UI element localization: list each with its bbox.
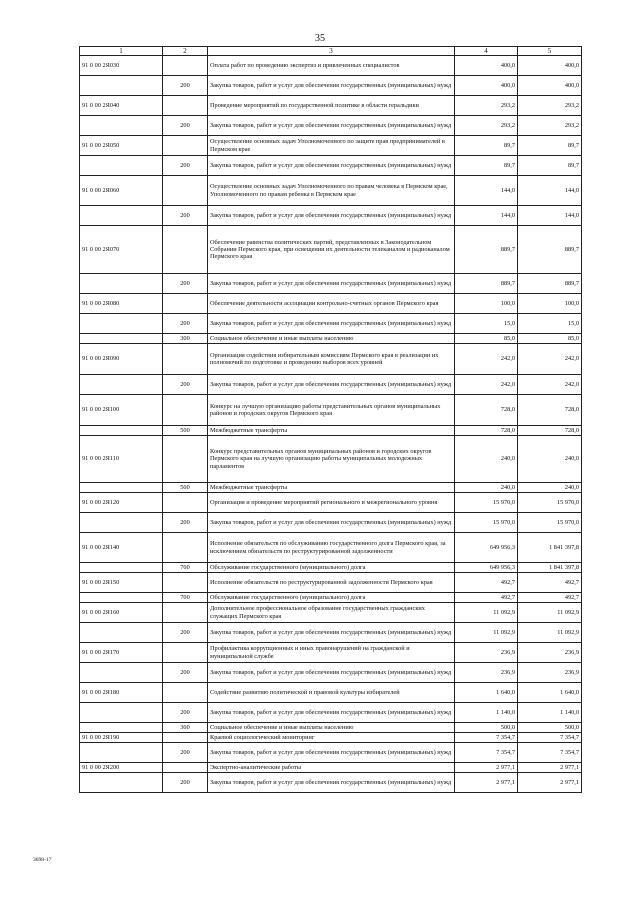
table-row [80,436,582,483]
budget-table [79,46,582,793]
row-value-col5-cell: 400,0 [518,56,582,76]
row-value-col5-cell: 240,0 [518,483,582,493]
row-name-cell: Обеспечение деятельности ассоциации контрольно-счетных органов Пермского края [208,294,455,314]
row-name-cell: Осуществление основных задач Уполномоченного по правам человека в Пермском крае, Уполномоченного по правам ребенка в Пермском крае [208,176,455,206]
table-row [80,623,582,643]
row-value-col5-cell: 1 841 397,8 [518,533,582,563]
page-number: 35 [315,33,325,44]
row-value-col5-cell: 1 640,0 [518,683,582,703]
row-name-cell: Организация и проведение мероприятий регионального и межрегионального уровня [208,493,455,513]
row-value-col5-cell: 728,0 [518,395,582,426]
row-value-col4-cell: 500,0 [455,723,518,733]
row-expense-type-cell: 300 [163,334,208,344]
row-code-cell: 91 0 00 2Я200 [80,763,163,773]
row-expense-type-cell [163,533,208,563]
row-value-col5-cell: 2 977,1 [518,773,582,793]
row-value-col4-cell: 649 956,3 [455,533,518,563]
header-cell-5: 5 [518,47,582,56]
table-row [80,76,582,96]
header-cell-3: 3 [208,47,455,56]
table-row [80,743,582,763]
row-value-col4-cell: 2 977,1 [455,773,518,793]
row-name-cell: Содействие развитию политической и правовой культуры избирателей [208,683,455,703]
row-name-cell: Межбюджетные трансферты [208,426,455,436]
row-code-cell [80,743,163,763]
row-value-col4-cell: 400,0 [455,56,518,76]
row-value-col5-cell: 144,0 [518,206,582,226]
row-value-col4-cell: 728,0 [455,395,518,426]
table-row [80,773,582,793]
table-row [80,375,582,395]
row-name-cell: Социальное обеспечение и иные выплаты населению [208,334,455,344]
row-expense-type-cell: 700 [163,563,208,573]
row-expense-type-cell: 200 [163,623,208,643]
row-value-col4-cell: 1 640,0 [455,683,518,703]
row-name-cell: Экспертно-аналитические работы [208,763,455,773]
table-row [80,513,582,533]
table-row [80,274,582,294]
row-name-cell: Организация содействия избирательным комиссиям Пермского края в реализации их полномочий по подготовке и проведению выборов всех уровней [208,344,455,375]
row-value-col5-cell: 85,0 [518,334,582,344]
row-expense-type-cell [163,344,208,375]
row-name-cell: Закупка товаров, работ и услуг для обеспечения государственных (муниципальных) нужд [208,623,455,643]
row-code-cell: 91 0 00 2Я070 [80,226,163,274]
row-code-cell [80,663,163,683]
row-name-cell: Закупка товаров, работ и услуг для обеспечения государственных (муниципальных) нужд [208,513,455,533]
row-value-col5-cell: 293,2 [518,116,582,136]
row-name-cell: Закупка товаров, работ и услуг для обеспечения государственных (муниципальных) нужд [208,76,455,96]
row-expense-type-cell: 200 [163,703,208,723]
table-row [80,334,582,344]
row-value-col4-cell: 236,9 [455,643,518,663]
row-value-col4-cell: 293,2 [455,116,518,136]
row-code-cell [80,483,163,493]
row-value-col5-cell: 100,0 [518,294,582,314]
row-code-cell: 91 0 00 2Я180 [80,683,163,703]
row-expense-type-cell [163,226,208,274]
row-code-cell [80,773,163,793]
table-row [80,573,582,593]
row-code-cell [80,116,163,136]
table-row [80,603,582,623]
row-name-cell: Закупка товаров, работ и услуг для обеспечения государственных (муниципальных) нужд [208,116,455,136]
row-code-cell: 91 0 00 2Я090 [80,344,163,375]
row-value-col5-cell: 11 092,9 [518,603,582,623]
table-row [80,395,582,426]
table-row [80,426,582,436]
row-code-cell [80,334,163,344]
row-code-cell [80,156,163,176]
header-cell-2: 2 [163,47,208,56]
row-name-cell: Исполнение обязательств по обслуживанию государственного долга Пермского края, за исключением обязательств по реструктурированной задолженности [208,533,455,563]
table-row [80,763,582,773]
header-cell-4: 4 [455,47,518,56]
table-row [80,96,582,116]
row-value-col5-cell: 7 354,7 [518,733,582,743]
row-expense-type-cell [163,683,208,703]
row-code-cell: 91 0 00 2Я050 [80,136,163,156]
table-row [80,483,582,493]
row-name-cell: Закупка товаров, работ и услуг для обеспечения государственных (муниципальных) нужд [208,314,455,334]
row-expense-type-cell: 200 [163,76,208,96]
row-code-cell: 91 0 00 2Я110 [80,436,163,483]
row-value-col5-cell: 728,0 [518,426,582,436]
row-value-col5-cell: 293,2 [518,96,582,116]
row-code-cell [80,426,163,436]
row-name-cell: Обслуживание государственного (муниципального) долга [208,593,455,603]
row-value-col4-cell: 242,0 [455,375,518,395]
row-code-cell [80,206,163,226]
row-value-col4-cell: 889,7 [455,226,518,274]
row-value-col4-cell: 100,0 [455,294,518,314]
row-code-cell [80,76,163,96]
row-value-col5-cell: 492,7 [518,593,582,603]
row-name-cell: Осуществление основных задач Уполномоченного по защите прав предпринимателей в Пермском крае [208,136,455,156]
row-expense-type-cell [163,763,208,773]
table-row [80,56,582,76]
row-value-col4-cell: 400,0 [455,76,518,96]
table-row [80,206,582,226]
row-value-col5-cell: 89,7 [518,156,582,176]
row-value-col5-cell: 400,0 [518,76,582,96]
row-value-col4-cell: 492,7 [455,573,518,593]
row-value-col5-cell: 15,0 [518,314,582,334]
row-value-col4-cell: 7 354,7 [455,733,518,743]
row-code-cell [80,513,163,533]
row-expense-type-cell: 200 [163,116,208,136]
table-row [80,663,582,683]
row-expense-type-cell [163,136,208,156]
table-row [80,344,582,375]
table-row [80,643,582,663]
row-value-col5-cell: 492,7 [518,573,582,593]
table-row [80,156,582,176]
table-row [80,294,582,314]
row-value-col5-cell: 889,7 [518,274,582,294]
row-value-col4-cell: 293,2 [455,96,518,116]
row-code-cell: 91 0 00 2Я080 [80,294,163,314]
row-code-cell: 91 0 00 2Я120 [80,493,163,513]
row-expense-type-cell [163,603,208,623]
row-expense-type-cell: 200 [163,206,208,226]
row-value-col5-cell: 15 970,0 [518,493,582,513]
row-expense-type-cell [163,96,208,116]
row-expense-type-cell [163,573,208,593]
row-expense-type-cell [163,643,208,663]
table-row [80,176,582,206]
row-expense-type-cell: 200 [163,156,208,176]
row-code-cell [80,314,163,334]
row-expense-type-cell [163,733,208,743]
row-value-col4-cell: 240,0 [455,436,518,483]
row-name-cell: Проведение мероприятий по государственной политике в области геральдики [208,96,455,116]
row-expense-type-cell [163,294,208,314]
row-code-cell [80,274,163,294]
row-expense-type-cell: 200 [163,743,208,763]
table-row [80,593,582,603]
row-code-cell: 91 0 00 2Я190 [80,733,163,743]
row-expense-type-cell: 200 [163,513,208,533]
row-code-cell: 91 0 00 2Я140 [80,533,163,563]
row-value-col5-cell: 15 970,0 [518,513,582,533]
row-code-cell: 91 0 00 2Я060 [80,176,163,206]
row-value-col5-cell: 236,9 [518,643,582,663]
row-name-cell: Краевой социологический мониторинг [208,733,455,743]
row-value-col4-cell: 242,0 [455,344,518,375]
row-value-col4-cell: 89,7 [455,136,518,156]
row-value-col5-cell: 242,0 [518,344,582,375]
row-value-col4-cell: 11 092,9 [455,603,518,623]
row-value-col5-cell: 7 354,7 [518,743,582,763]
row-value-col4-cell: 7 354,7 [455,743,518,763]
row-name-cell: Закупка товаров, работ и услуг для обеспечения государственных (муниципальных) нужд [208,773,455,793]
row-value-col4-cell: 144,0 [455,206,518,226]
row-expense-type-cell: 200 [163,773,208,793]
row-name-cell: Профилактика коррупционных и иных правонарушений на гражданской и муниципальной службе [208,643,455,663]
row-code-cell: 91 0 00 2Я170 [80,643,163,663]
header-cell-1: 1 [80,47,163,56]
row-code-cell [80,703,163,723]
table-row [80,493,582,513]
row-expense-type-cell: 500 [163,483,208,493]
row-value-col4-cell: 889,7 [455,274,518,294]
row-name-cell: Закупка товаров, работ и услуг для обеспечения государственных (муниципальных) нужд [208,375,455,395]
table-row [80,563,582,573]
row-code-cell: 91 0 00 2Я040 [80,96,163,116]
row-value-col4-cell: 11 092,9 [455,623,518,643]
row-value-col4-cell: 649 956,3 [455,563,518,573]
table-row [80,683,582,703]
row-code-cell: 91 0 00 2Я150 [80,573,163,593]
row-expense-type-cell: 300 [163,723,208,733]
row-code-cell [80,375,163,395]
row-expense-type-cell [163,436,208,483]
row-name-cell: Социальное обеспечение и иные выплаты населению [208,723,455,733]
row-value-col5-cell: 242,0 [518,375,582,395]
table-row [80,733,582,743]
table-row [80,226,582,274]
row-code-cell [80,723,163,733]
row-value-col5-cell: 1 140,0 [518,703,582,723]
row-value-col5-cell: 236,9 [518,663,582,683]
row-name-cell: Межбюджетные трансферты [208,483,455,493]
row-expense-type-cell: 500 [163,426,208,436]
row-code-cell [80,623,163,643]
row-value-col4-cell: 15 970,0 [455,513,518,533]
row-name-cell: Закупка товаров, работ и услуг для обеспечения государственных (муниципальных) нужд [208,663,455,683]
row-expense-type-cell [163,395,208,426]
footer-code: 3698-17 [33,857,52,863]
table-row [80,314,582,334]
row-value-col4-cell: 15,0 [455,314,518,334]
table-row [80,703,582,723]
row-value-col4-cell: 2 977,1 [455,763,518,773]
row-expense-type-cell [163,176,208,206]
row-value-col4-cell: 236,9 [455,663,518,683]
row-expense-type-cell: 200 [163,274,208,294]
row-expense-type-cell: 700 [163,593,208,603]
row-code-cell [80,593,163,603]
row-name-cell: Дополнительное профессиональное образование государственных гражданских служащих Пермского края [208,603,455,623]
row-name-cell: Конкурс представительных органов муниципальных районов и городских округов Пермского края на лучшую организацию работы муниципальных молодежных парламентов [208,436,455,483]
row-name-cell: Обслуживание государственного (муниципального) долга [208,563,455,573]
row-value-col5-cell: 89,7 [518,136,582,156]
row-value-col5-cell: 500,0 [518,723,582,733]
table-row [80,116,582,136]
row-code-cell: 91 0 00 2Я160 [80,603,163,623]
row-value-col4-cell: 1 140,0 [455,703,518,723]
row-value-col4-cell: 144,0 [455,176,518,206]
row-value-col4-cell: 15 970,0 [455,493,518,513]
row-name-cell: Оплата работ по проведению экспертиз и привлеченных специалистов [208,56,455,76]
row-code-cell: 91 0 00 2Я030 [80,56,163,76]
row-name-cell: Конкурс на лучшую организацию работы представительных органов муниципальных районов и городских округов Пермского края [208,395,455,426]
row-expense-type-cell [163,493,208,513]
row-value-col5-cell: 889,7 [518,226,582,274]
row-expense-type-cell: 200 [163,663,208,683]
row-value-col5-cell: 1 841 397,8 [518,563,582,573]
row-value-col4-cell: 728,0 [455,426,518,436]
table-header-row [80,47,582,56]
row-value-col4-cell: 89,7 [455,156,518,176]
row-name-cell: Исполнение обязательств по реструктурированной задолженности Пермского края [208,573,455,593]
row-value-col4-cell: 492,7 [455,593,518,603]
row-expense-type-cell: 200 [163,375,208,395]
row-value-col5-cell: 2 977,1 [518,763,582,773]
table-row [80,533,582,563]
row-name-cell: Обеспечение равенства политических партий, представленных в Законодательном Собрании Пермского края, при освещении их деятельности телеканалом и радиоканалом Пермского края [208,226,455,274]
row-value-col4-cell: 85,0 [455,334,518,344]
row-value-col5-cell: 11 092,9 [518,623,582,643]
row-expense-type-cell: 200 [163,314,208,334]
row-expense-type-cell [163,56,208,76]
row-name-cell: Закупка товаров, работ и услуг для обеспечения государственных (муниципальных) нужд [208,743,455,763]
table-row [80,136,582,156]
row-value-col5-cell: 240,0 [518,436,582,483]
row-name-cell: Закупка товаров, работ и услуг для обеспечения государственных (муниципальных) нужд [208,703,455,723]
row-code-cell: 91 0 00 2Я100 [80,395,163,426]
row-name-cell: Закупка товаров, работ и услуг для обеспечения государственных (муниципальных) нужд [208,156,455,176]
table-body [80,56,582,793]
table-row [80,723,582,733]
row-name-cell: Закупка товаров, работ и услуг для обеспечения государственных (муниципальных) нужд [208,206,455,226]
row-value-col4-cell: 240,0 [455,483,518,493]
row-value-col5-cell: 144,0 [518,176,582,206]
row-code-cell [80,563,163,573]
row-name-cell: Закупка товаров, работ и услуг для обеспечения государственных (муниципальных) нужд [208,274,455,294]
